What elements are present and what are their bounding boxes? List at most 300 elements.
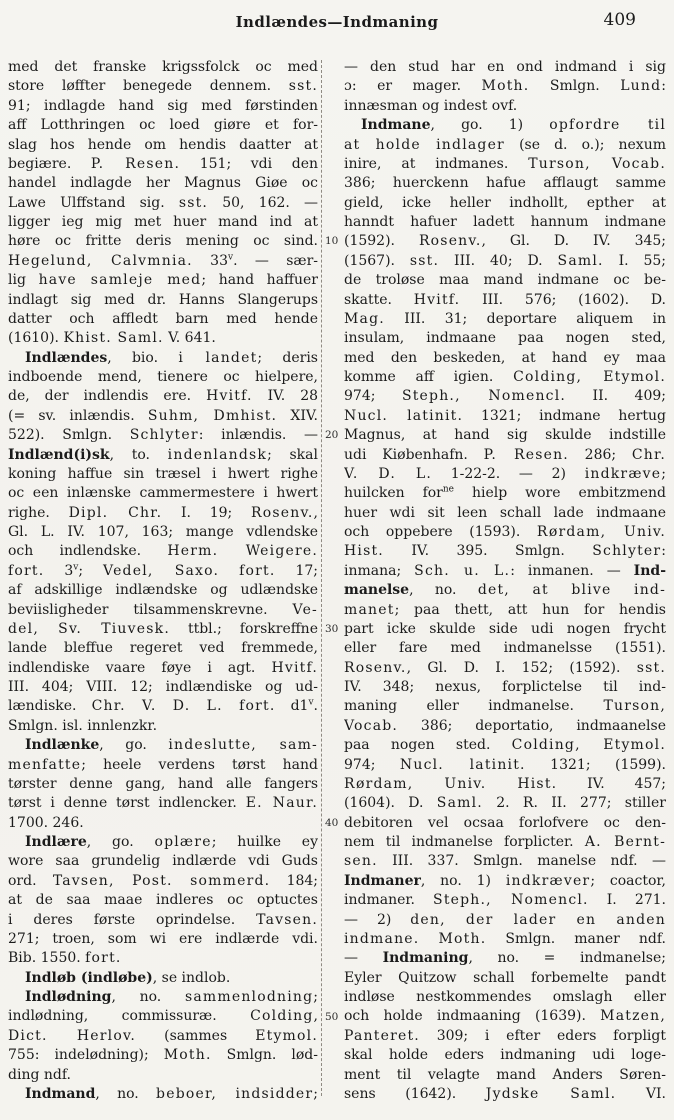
text-run: — den stud har en ond indmand i sig bbox=[344, 59, 666, 75]
text-line bbox=[8, 542, 318, 561]
text-line bbox=[8, 291, 318, 310]
text-run: IV. 28 bbox=[252, 388, 318, 405]
text-run: 755: indelødning); bbox=[8, 1047, 164, 1064]
text-line bbox=[344, 581, 666, 600]
text-line bbox=[344, 232, 666, 251]
text-run: och holde indmaaning (1639). bbox=[344, 1008, 601, 1025]
text-run: (= sv. inlændis. bbox=[8, 407, 148, 424]
text-run: huilcken for bbox=[344, 485, 443, 502]
text-line bbox=[344, 426, 666, 445]
text-run: paa nogen sted. bbox=[344, 737, 512, 754]
text-line bbox=[8, 271, 318, 290]
text-line bbox=[8, 678, 318, 697]
spaced-text: at holde indlager bbox=[344, 136, 505, 153]
text-run: ; hand haffuer bbox=[201, 272, 318, 289]
text-line bbox=[8, 1027, 318, 1046]
spaced-text: menfatte bbox=[8, 756, 82, 773]
text-run: lændiske. bbox=[8, 698, 92, 715]
spaced-text: Turson, Vocab. bbox=[528, 155, 666, 172]
text-line bbox=[344, 717, 666, 736]
text-run: 1321; indmane hertug bbox=[463, 407, 666, 424]
headword: Indlænd(i)sk bbox=[8, 446, 110, 463]
spaced-text: manet bbox=[344, 601, 395, 618]
spaced-text: Chr. bbox=[631, 446, 666, 463]
text-run: , no. bbox=[409, 582, 478, 599]
text-run: , bio. bbox=[107, 349, 179, 366]
text-run: oc een inlænske cammermestere i hwert bbox=[8, 485, 318, 502]
text-run: de, der indlendis ere. bbox=[8, 388, 207, 405]
spaced-text: Hvitf. bbox=[413, 291, 461, 308]
text-line bbox=[8, 756, 318, 775]
text-run: IV. 395. Smlgn. bbox=[383, 543, 593, 560]
spaced-text: Hist. bbox=[344, 543, 384, 560]
spaced-text: Moth. bbox=[438, 930, 487, 947]
text-line bbox=[344, 194, 666, 213]
line-number-30: 30 bbox=[325, 623, 339, 636]
text-line bbox=[344, 969, 666, 988]
text-line bbox=[8, 426, 318, 445]
page-body bbox=[0, 58, 674, 1104]
spaced-text: Tavsen, Post. sommerd. bbox=[52, 872, 271, 889]
text-line bbox=[8, 407, 318, 426]
text-run: indmaner. bbox=[344, 892, 434, 909]
spaced-text: den, der lader en anden bbox=[410, 911, 666, 928]
text-run: de troløse maa mand indmane oc be- bbox=[344, 272, 666, 289]
text-run: VI. bbox=[616, 1085, 666, 1102]
text-line bbox=[8, 504, 318, 523]
spaced-text: Turson, bbox=[603, 698, 666, 715]
text-run: beviisligheder tilsammenskrevne. bbox=[8, 601, 293, 618]
spaced-text: sst. bbox=[288, 78, 318, 95]
running-title: Indlændes—Indmaning bbox=[235, 13, 439, 31]
text-run: IV. 457; bbox=[557, 775, 666, 792]
text-line bbox=[8, 736, 318, 755]
text-line bbox=[8, 349, 318, 368]
spaced-text: Vocab. bbox=[344, 717, 399, 734]
text-run: och oppebere (1593). bbox=[344, 524, 537, 540]
spaced-text: i landet bbox=[178, 349, 258, 366]
spaced-text: Steph., Nomencl. bbox=[433, 892, 589, 909]
page-header bbox=[0, 0, 674, 58]
spaced-text: Vedel, Saxo. bbox=[103, 562, 220, 579]
text-run: høre oc fritte deris mening oc sind. bbox=[8, 233, 318, 250]
text-line bbox=[8, 969, 318, 988]
text-run: Smlgn. lød- bbox=[211, 1047, 318, 1064]
text-run: 974; bbox=[344, 388, 402, 405]
spaced-text: indkræver bbox=[505, 872, 591, 889]
text-run: huer wdi sit leen schall lade indmaane bbox=[344, 504, 666, 521]
text-line bbox=[8, 194, 318, 213]
text-run: innæsman og indest ovf. bbox=[344, 97, 518, 114]
text-run: 50, 162. — bbox=[208, 194, 318, 211]
spaced-text: fort. bbox=[85, 950, 122, 967]
superscript: v bbox=[308, 697, 314, 708]
line-number-50: 50 bbox=[325, 1010, 339, 1023]
spaced-text: opfordre til bbox=[549, 117, 666, 134]
superscript: v bbox=[228, 252, 234, 263]
text-run: at de saa maae indleres oc optuctes bbox=[8, 892, 318, 909]
text-run: 1-22-2. — 2) bbox=[432, 465, 585, 482]
text-line bbox=[344, 446, 666, 465]
text-line bbox=[344, 620, 666, 639]
text-line bbox=[8, 116, 318, 135]
text-run: skal holde eders indmaning udi loge- bbox=[344, 1047, 666, 1064]
text-line bbox=[344, 329, 666, 348]
text-line bbox=[8, 174, 318, 193]
text-run: 386; huerckenn hafue afflaugt samme bbox=[344, 175, 666, 192]
text-run: ; heele verdens tørst hand bbox=[81, 756, 318, 773]
text-run: slag hos hende om hendis daatter at bbox=[8, 136, 318, 153]
text-line bbox=[8, 891, 318, 910]
text-run: tørst i denne tørst indlencker. bbox=[8, 795, 246, 812]
text-run: insulam, indmaane paa nogen sted, bbox=[344, 330, 666, 347]
text-run: Bib. 1550. bbox=[8, 950, 86, 967]
text-line bbox=[344, 136, 666, 155]
spaced-text: Rosenv. bbox=[250, 504, 314, 521]
spaced-text: A. Bernt- bbox=[584, 834, 666, 850]
headword: Ind- bbox=[633, 562, 666, 579]
text-line bbox=[344, 1066, 666, 1085]
spaced-text: P. Resen. bbox=[483, 446, 569, 463]
text-run: skatte. bbox=[344, 291, 414, 308]
text-line bbox=[8, 639, 318, 658]
text-line bbox=[344, 97, 666, 116]
spaced-text: Moth. bbox=[481, 78, 530, 95]
text-line bbox=[344, 310, 666, 329]
text-line bbox=[344, 368, 666, 387]
text-run: tørster denne gang, hand alle fangers bbox=[8, 775, 318, 792]
spaced-text: Dipl. Chr. bbox=[68, 504, 163, 521]
text-line bbox=[344, 155, 666, 174]
text-run: aff Lotthringen oc loed giøre et for- bbox=[8, 117, 318, 134]
text-line bbox=[8, 659, 318, 678]
text-run: ding ndf. bbox=[8, 1066, 71, 1083]
text-line bbox=[8, 911, 318, 930]
text-line bbox=[344, 1027, 666, 1046]
text-run: Eyler Quitzow schall forbemelte pandt bbox=[344, 969, 666, 986]
spaced-text: Nucl. latinit. bbox=[399, 756, 526, 773]
headword: manelse bbox=[344, 582, 410, 599]
text-line bbox=[8, 814, 318, 833]
text-run: ttbl.; forskreffne bbox=[169, 620, 318, 637]
spaced-text: Hvitf. bbox=[271, 659, 318, 676]
text-run: Magnus, at hand sig skulde indstille bbox=[344, 427, 666, 444]
text-run: 271; troen, som wi ere indlærde vdi. bbox=[8, 930, 318, 947]
headword: Indløb (indløbe) bbox=[25, 969, 153, 986]
spaced-text: P. Resen. bbox=[90, 155, 181, 172]
text-line bbox=[8, 717, 318, 736]
spaced-text: sst. bbox=[636, 659, 666, 676]
text-run: II. 409; bbox=[566, 388, 666, 405]
text-line bbox=[8, 97, 318, 116]
text-run: XIV. bbox=[277, 407, 318, 424]
text-line bbox=[344, 1007, 666, 1026]
text-line bbox=[8, 930, 318, 949]
text-line bbox=[344, 872, 666, 891]
text-run: 151; vdi den bbox=[180, 155, 318, 172]
spaced-text: Schlyter bbox=[129, 427, 199, 444]
headword: Indmaning bbox=[382, 950, 469, 967]
text-run: part icke skulde side udi nogen frycht bbox=[344, 620, 666, 637]
left-column bbox=[8, 58, 318, 1104]
text-line bbox=[8, 465, 318, 484]
text-run: , Gl. D. IV. 345; bbox=[481, 233, 666, 250]
text-run: ; bbox=[661, 465, 666, 482]
text-run: nem til indmanelse forplicter. bbox=[344, 834, 585, 850]
text-line bbox=[8, 329, 318, 348]
text-run: , no. bbox=[111, 989, 185, 1005]
text-run: gield, icke heller indhollt, epther at bbox=[344, 194, 666, 211]
text-run: : bbox=[661, 78, 666, 95]
text-run: ment til velagte mand Anders Søren- bbox=[344, 1066, 666, 1083]
spaced-text: Etymol. bbox=[255, 1027, 318, 1044]
text-line bbox=[344, 988, 666, 1007]
text-run: (1604). D. bbox=[344, 795, 437, 812]
spaced-text: Hegelund, Calvmnia. bbox=[8, 252, 193, 269]
text-run: , no. 1) bbox=[420, 872, 506, 889]
text-run: maning eller indmanelse. bbox=[344, 698, 604, 715]
text-line bbox=[344, 775, 666, 794]
spaced-text: Colding, Etymol. bbox=[511, 737, 666, 754]
text-line bbox=[344, 58, 666, 77]
text-run: 286; bbox=[568, 446, 632, 463]
text-line bbox=[344, 639, 666, 658]
text-line bbox=[8, 368, 318, 387]
text-line bbox=[344, 794, 666, 813]
text-run: indlødning, commissuræ. bbox=[8, 1008, 251, 1025]
text-run: : inlændis. — bbox=[198, 427, 318, 444]
spaced-text: E. Naur. bbox=[245, 795, 318, 812]
text-run: III. 337. Smlgn. manelse ndf. — bbox=[377, 853, 666, 870]
text-run: 1321; (1599). bbox=[525, 756, 666, 773]
text-run: indløse nestkommendes omslagh eller bbox=[344, 989, 666, 1005]
text-run: (sammes bbox=[136, 1027, 256, 1044]
headword: Indlødning bbox=[25, 989, 112, 1005]
text-run: V. 641. bbox=[163, 330, 216, 347]
text-run: eller fare med indmanelsse (1551). bbox=[344, 640, 666, 657]
text-run: 33 bbox=[192, 252, 228, 269]
line-number-20: 20 bbox=[325, 429, 339, 442]
text-run: hanndt hafuer ladett hannum indmane bbox=[344, 214, 666, 230]
spaced-text: Hvitf. bbox=[206, 388, 253, 405]
text-run: med den beskeden, at hand ey maa bbox=[344, 349, 666, 366]
text-run: (1610). bbox=[8, 330, 64, 347]
spaced-text: Ve- bbox=[292, 601, 318, 618]
text-line bbox=[8, 213, 318, 232]
text-line bbox=[344, 930, 666, 949]
spaced-text: Tavsen. bbox=[256, 911, 318, 928]
text-line bbox=[344, 891, 666, 910]
text-line bbox=[344, 407, 666, 426]
spaced-text: beboer, indsidder bbox=[156, 1085, 314, 1102]
text-line bbox=[8, 775, 318, 794]
text-run: af adskillige indlændske og udlændske bbox=[8, 582, 318, 599]
text-run: 184; bbox=[270, 872, 318, 889]
text-line bbox=[344, 562, 666, 581]
spaced-text: indenlandsk bbox=[167, 446, 268, 463]
text-run: i deres første oprindelse. bbox=[8, 911, 257, 928]
spaced-text: Panteret. bbox=[344, 1027, 420, 1044]
text-run: Smlgn. bbox=[529, 78, 621, 95]
text-run: indlendiske vaare føye i agt. bbox=[8, 659, 272, 676]
text-run: 309; i efter eders forpligt bbox=[419, 1027, 666, 1044]
spaced-text: fort. bbox=[8, 562, 45, 579]
spaced-text: Suhm, Dmhist. bbox=[147, 407, 278, 424]
spaced-text: Dict. Herlov. bbox=[8, 1027, 137, 1044]
text-run: (se d. o.); nexum bbox=[504, 136, 666, 153]
spaced-text: sst. bbox=[178, 194, 209, 211]
text-run: ; bbox=[313, 1085, 318, 1102]
spaced-text: Saml. bbox=[436, 795, 483, 812]
text-run: lig bbox=[8, 272, 39, 289]
text-run: 2. R. II. 277; stiller bbox=[482, 795, 666, 812]
line-number-10: 10 bbox=[325, 235, 339, 248]
text-line bbox=[344, 814, 666, 833]
text-run: III. 576; (1602). D. bbox=[460, 291, 666, 308]
text-run: , se indlob. bbox=[152, 969, 231, 986]
text-run: Lawe Ulffstand sig. bbox=[8, 194, 179, 211]
text-run: store løffter benegede dennem. bbox=[8, 78, 289, 95]
text-run: indboende mend, tienere oc hielpere, bbox=[8, 369, 318, 385]
column-gutter bbox=[318, 58, 344, 1104]
text-run: ; bbox=[313, 989, 318, 1005]
spaced-text: V. D. L. bbox=[344, 465, 433, 482]
spaced-text: Steph., Nomencl. bbox=[401, 388, 567, 405]
superscript: v bbox=[73, 562, 79, 573]
headword: Indlændes bbox=[25, 349, 108, 366]
headword: Indlære bbox=[25, 834, 87, 850]
text-run: 1700. 246. bbox=[8, 814, 84, 831]
text-line bbox=[8, 581, 318, 600]
text-run: d1 bbox=[275, 698, 309, 715]
text-run: . bbox=[313, 698, 318, 715]
spaced-text: have samleje med bbox=[38, 272, 202, 289]
text-line bbox=[8, 1046, 318, 1065]
spaced-text: Herm. Weigere. bbox=[167, 543, 318, 560]
text-run: , Gl. D. I. 152; (1592). bbox=[406, 659, 637, 676]
text-run: 91; indlagde hand sig med førstinden bbox=[8, 97, 318, 114]
text-run: , bbox=[313, 1008, 318, 1025]
text-run: , no. bbox=[95, 1085, 157, 1102]
text-line bbox=[344, 852, 666, 871]
text-run: ord. bbox=[8, 872, 53, 889]
text-line bbox=[344, 271, 666, 290]
headword: Indlænke bbox=[25, 737, 100, 754]
spaced-text: Colding, Etymol. bbox=[513, 369, 666, 385]
superscript: ne bbox=[442, 484, 454, 495]
spaced-text: det, at blive ind- bbox=[477, 582, 666, 599]
text-line bbox=[8, 601, 318, 620]
text-run: ; deris bbox=[257, 349, 318, 366]
text-run: I. 55; bbox=[603, 252, 666, 269]
text-line bbox=[344, 465, 666, 484]
spaced-text: Rørdam, Univ. Hist. bbox=[344, 775, 558, 792]
spaced-text: Jydske Saml. bbox=[485, 1085, 617, 1102]
text-line bbox=[344, 833, 666, 852]
text-run: I. 19; bbox=[162, 504, 251, 521]
text-run: lande bleffue regeret ved fremmede, bbox=[8, 640, 318, 657]
text-line bbox=[8, 232, 318, 251]
headword: Indmane bbox=[361, 117, 431, 134]
text-line bbox=[8, 1066, 318, 1085]
spaced-text: indmane. bbox=[344, 930, 420, 947]
text-line bbox=[344, 542, 666, 561]
text-run: Gl. L. IV. 107, 163; mange vdlendske bbox=[8, 524, 318, 540]
text-line bbox=[344, 911, 666, 930]
text-line bbox=[8, 484, 318, 503]
text-run: (1592). bbox=[344, 233, 419, 250]
text-run: , to. bbox=[109, 446, 168, 463]
text-line bbox=[8, 620, 318, 639]
text-line bbox=[344, 484, 666, 503]
spaced-text: Rosenv. bbox=[344, 659, 407, 676]
text-line bbox=[8, 252, 318, 271]
text-run: wore saa grundelig indlærde vdi Guds bbox=[8, 853, 318, 870]
text-run: ligger ieg mig met huer mand ind at bbox=[8, 214, 318, 230]
text-line bbox=[8, 697, 318, 716]
text-run: 17; bbox=[275, 562, 318, 579]
text-line bbox=[8, 988, 318, 1007]
text-run: indlagt sig med dr. Hanns Slangerups bbox=[8, 291, 318, 308]
text-run: ; paa thett, att hun for hendis bbox=[394, 601, 666, 618]
text-run: begiære. bbox=[8, 155, 91, 172]
text-line bbox=[344, 387, 666, 406]
spaced-text: indkræve bbox=[584, 465, 662, 482]
spaced-text: Colding bbox=[250, 1008, 314, 1025]
text-line bbox=[8, 833, 318, 852]
spaced-text: sen. bbox=[344, 853, 378, 870]
text-run: III. 31; deportare aliquem in bbox=[384, 310, 666, 327]
text-line bbox=[344, 659, 666, 678]
text-run: inire, at indmanes. bbox=[344, 155, 529, 172]
spaced-text: Sch. u. L. bbox=[414, 562, 511, 579]
text-line bbox=[8, 58, 318, 77]
text-run: III. 40; D. bbox=[439, 252, 558, 269]
text-line bbox=[344, 678, 666, 697]
text-run: , bbox=[313, 504, 318, 521]
text-run: , go. 1) bbox=[430, 117, 550, 134]
text-line bbox=[344, 601, 666, 620]
text-run: 522). Smlgn. bbox=[8, 427, 130, 444]
text-run: och indlendske. bbox=[8, 543, 168, 560]
text-run: koning haffue sin træsel i hwert righe bbox=[8, 465, 318, 482]
text-line bbox=[8, 155, 318, 174]
text-run: ɔ: er mager. bbox=[344, 78, 482, 95]
text-line bbox=[344, 77, 666, 96]
text-run: (1567). bbox=[344, 252, 410, 269]
text-line bbox=[8, 77, 318, 96]
text-run: 974; bbox=[344, 756, 400, 773]
spaced-text: Schlyter bbox=[592, 543, 662, 560]
text-line bbox=[8, 872, 318, 891]
text-run: komme aff igien. bbox=[344, 369, 514, 385]
text-line bbox=[8, 794, 318, 813]
spaced-text: Lund bbox=[620, 78, 662, 95]
text-run: — bbox=[344, 950, 383, 967]
text-line bbox=[344, 1046, 666, 1065]
spaced-text: Nucl. latinit. bbox=[344, 407, 464, 424]
text-line bbox=[8, 446, 318, 465]
text-line bbox=[8, 1007, 318, 1026]
text-line bbox=[344, 116, 666, 135]
right-column bbox=[344, 58, 666, 1104]
text-run: med det franske krigssfolck oc med bbox=[8, 59, 318, 75]
text-run: ; coactor, bbox=[590, 872, 666, 889]
text-run: , go. bbox=[86, 834, 155, 850]
text-run bbox=[219, 563, 239, 579]
text-line bbox=[8, 562, 318, 581]
spaced-text: Rørdam, Univ. bbox=[536, 524, 666, 540]
